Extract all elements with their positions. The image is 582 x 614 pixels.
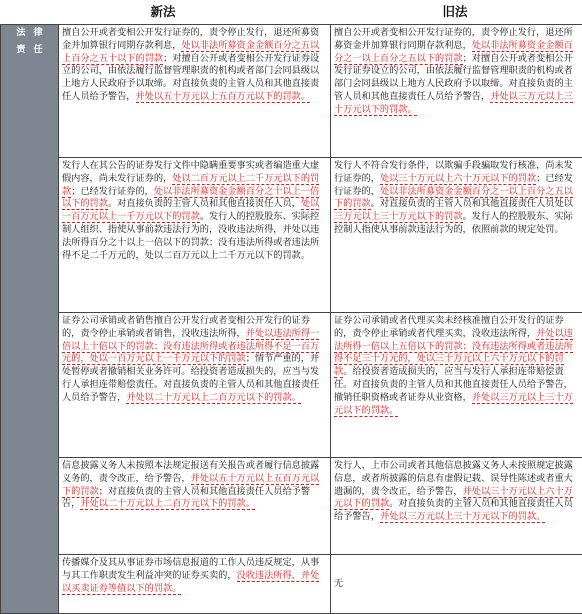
clause-text: 。发行人的控股股东、实际控制人组织、指使从事前款违法行为的，没收违法所得，并处以违法所得百分之十以上一倍以下的罚款；没有违法所得或者违法所得不足二千万元的，处以二百万元以上二千万元以下的罚款。 xyxy=(62,211,319,260)
old-law-cell xyxy=(331,25,582,158)
clause-text: 传播媒介及其从事证券市场信息报道的工作人员违反规定，从事与其工作职责发生利益冲突的证券买卖的， xyxy=(62,557,319,581)
old-law-cell xyxy=(331,458,582,555)
clause-text: 擅自公开或者变相公开发行证券的，责令停止发行，退还所募资金并加算银行同期存款利息， xyxy=(334,27,573,51)
penalty-text: 并处以三万元以上三十万元以下的罚款。 xyxy=(380,511,545,523)
clause-text: 。给投资者造成损失的，应当与发行人承担连带赔偿责任。对直接负责的主管人员和其他直接责任人员给予警告，撤销任职资格或者证券从业资格， xyxy=(334,366,573,403)
clause-text: 信息披露义务人未按照本法规定报送有关报告或者履行信息披露义务的，责令改正，给予警告， xyxy=(62,460,319,484)
penalty-text: 处以一百万元以上一千万元以下的罚款 xyxy=(62,198,319,223)
new-law-cell xyxy=(59,25,331,158)
table-row xyxy=(1,158,582,313)
new-law-cell xyxy=(59,458,331,555)
penalty-text: 处以非法所募资金金额百分之一以上百分之五以下的罚款 xyxy=(334,186,573,211)
clause-text: 证券公司承销或者销售擅自公开发行或者变相公开发行的证券的，责令停止承销或者销售，没收违法所得， xyxy=(62,315,310,339)
side-label-char: 责 xyxy=(16,44,25,57)
penalty-text: 没收违法所得，并处以买卖证券等值以下的罚款。 xyxy=(62,570,319,595)
new-law-header: 新法 xyxy=(60,0,266,22)
clause-text: 擅自公开或者变相公开发行证券的，责令停止发行，退还所募资金并加算银行同期存款利息， xyxy=(62,27,319,51)
table-row xyxy=(1,458,582,555)
clause-text: 无 xyxy=(334,578,343,589)
penalty-text: 并处以三万元以上三十万元以下的罚款。 xyxy=(334,392,573,417)
clause-text: 。对直接负责的主管人员和其他直接责任人员， xyxy=(108,198,301,209)
penalty-text: 并处以三十万元以上六十万元以下的罚款 xyxy=(334,486,573,511)
clause-text: ；对擅自公开或者变相公开发行证券设立的公司，由依法履行监督管理职责的机构或者部门会同县级以上地方人民政府予以取缔。对直接负责的主管人员和其他直接责任人员给予警告， xyxy=(62,53,319,102)
new-law-cell xyxy=(59,158,331,313)
table-row xyxy=(1,555,582,614)
clause-text: 。对直接负责的主管人员和其他直接责任人员给予警告， xyxy=(334,498,573,522)
table-row xyxy=(1,25,582,158)
penalty-text: 处以非法所募资金金额百分之五以上百分之五十以下的罚款 xyxy=(62,40,319,65)
comparison-table xyxy=(0,24,582,614)
side-label-char: 法 xyxy=(16,27,25,40)
clause-text: ；对擅自公开或者变相公开发行证券设立的公司，由依法履行监督管理职责的机构或者部门会同县级以上地方人民政府予以取缔。对直接负责的主管人员和其他直接责任人员给予警告， xyxy=(334,53,573,102)
clause-text: 。发行人的控股股东、实际控制人指使从事前款违法行为的，依照前款的规定处罚。 xyxy=(334,211,573,235)
clause-text: ；已经发行证券的， xyxy=(71,186,154,197)
penalty-text: 并处以二十万元以上二百万元以下的罚款。 xyxy=(126,392,301,404)
new-law-cell xyxy=(59,313,331,458)
penalty-text: 并处以二十万元以上二百万元以下的罚款。 xyxy=(80,498,255,510)
penalty-text: 并处以违法所得一倍以上五倍以下的罚款；没有违法所得或者违法所得不足三十万元的，处以三十万元以上六十万元以下的罚款 xyxy=(334,328,573,378)
penalty-text: 处以三十万元以上六十万元以下的罚款 xyxy=(380,173,536,185)
old-law-cell xyxy=(331,313,582,458)
clause-text: 发行人在其公告的证券发行文件中隐瞒重要事实或者编造重大虚假内容，尚未发行证券的， xyxy=(62,160,319,184)
legal-liability-label xyxy=(1,25,59,614)
clause-text: 证券公司承销或者代理买卖未经核准擅自公开发行的证券的，责令停止承销或者代理买卖，没收违法所得， xyxy=(334,315,564,339)
penalty-text: 并处以五十万元以上五百万元以下的罚款。 xyxy=(136,91,311,103)
side-label-char: 律 xyxy=(34,27,43,40)
old-law-header: 旧法 xyxy=(330,0,580,22)
side-label-char: 任 xyxy=(34,44,43,57)
penalty-text: 三万元以上三十万元以下的罚款 xyxy=(334,211,463,223)
old-law-cell xyxy=(331,158,582,313)
clause-text: ；情节严重的，并处暂停或者撤销相关业务许可。给投资者造成损失的，应当与发行人承担连带赔偿责任。对直接负责的主管人员和其他直接责任人员给予警告， xyxy=(62,353,319,402)
clause-text: 发行人、上市公司或者其他信息披露义务人未按照规定披露信息，或者所披露的信息有虚假记载、误导性陈述或者重大遗漏的，责令改正，给予警告， xyxy=(334,460,573,497)
penalty-text: 处以非法所募资金金额百分之十以上一倍以下的罚款 xyxy=(62,186,319,211)
clause-text: 发行人不符合发行条件，以欺骗手段骗取发行核准，尚未发行证券的， xyxy=(334,160,573,184)
clause-text: ；对直接负责的主管人员和其他直接责任人员给予警告， xyxy=(62,486,310,510)
table-row xyxy=(1,313,582,458)
old-law-cell xyxy=(331,555,582,614)
penalty-text: 并处以违法所得一倍以上十倍以下的罚款；没有违法所得或者违法所得不足一百万元的，处以一百万元以上一千万元以下的罚款 xyxy=(62,328,319,366)
clause-text: ；已经发行证券的， xyxy=(334,173,573,197)
penalty-text: 处以二百万元以上二千万元以下的罚款 xyxy=(62,173,319,198)
clause-text: 。对直接负责的主管人员和其他直接责任人员处以 xyxy=(371,198,573,209)
penalty-text: 并处以五十万元以上五百万元以下的罚款 xyxy=(62,473,319,498)
penalty-text: 并处以三万元以上三十万元以下的罚款。 xyxy=(334,91,573,116)
new-law-cell xyxy=(59,555,331,614)
penalty-text: 处以非法所募资金金额百分之一以上百分之五以下的罚款 xyxy=(334,40,573,65)
